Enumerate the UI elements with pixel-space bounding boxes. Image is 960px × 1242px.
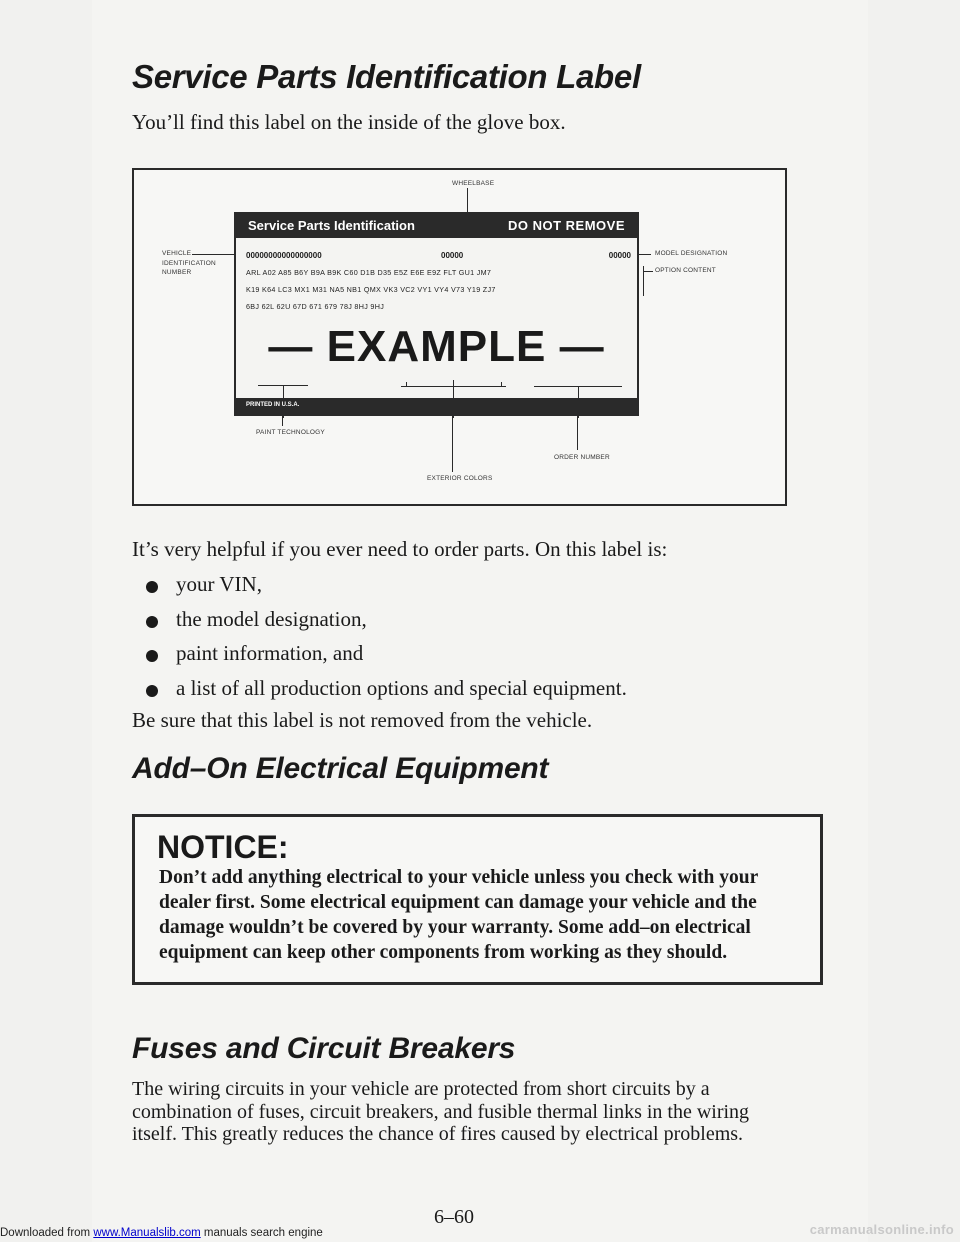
option-codes-line-3: 6BJ 62L 62U 67D 671 679 78J 8HJ 9HJ (246, 302, 385, 311)
fuses-text: The wiring circuits in your vehicle are protected from short circuits by a combination of fuses, circuit breakers, and fusible thermal links in the wiring itself. This greatly reduces the chance of fires caused by electrical problems. (132, 1078, 750, 1145)
list-item: paint information, and (146, 641, 627, 676)
section-title-service-parts: Service Parts Identification Label (132, 58, 641, 95)
notice-title: NOTICE: (157, 829, 289, 865)
vin-callout: VEHICLE (162, 250, 192, 257)
notice-text: Don’t add anything electrical to your vehicle unless you check with your dealer first. Some electrical equipment can damage your vehicle and the damage wouldn’t be covered by your warranty. Some add–on electrical equipment can keep other components from working as they should. (159, 867, 758, 963)
page-number: 6–60 (434, 1206, 474, 1228)
exterior-colors-callout: EXTERIOR COLORS (427, 475, 493, 482)
bullet-icon (146, 650, 158, 662)
vin-leader (192, 254, 234, 255)
label-do-not-remove: DO NOT REMOVE (507, 218, 625, 233)
bullet-icon (146, 685, 158, 697)
wheelbase-callout: WHEELBASE (452, 180, 495, 187)
vin-code: 00000000000000000 (246, 251, 322, 260)
download-footer: Downloaded from www.Manualslib.com manuals search engine (0, 1227, 323, 1239)
colors-leader (452, 416, 453, 472)
label-contents-list (146, 572, 627, 710)
option-leader (643, 271, 653, 272)
list-item: your VIN, (146, 572, 627, 607)
label-lead-text: It’s very helpful if you ever need to order parts. On this label is: (132, 537, 668, 561)
vin-callout-2: IDENTIFICATION (162, 260, 216, 267)
option-content-callout: OPTION CONTENT (655, 267, 716, 274)
model-designation-callout: MODEL DESIGNATION (655, 250, 728, 257)
colors-bracket-right (501, 382, 502, 387)
order-leader (577, 416, 578, 450)
example-watermark: — EXAMPLE — (268, 322, 605, 371)
colors-bracket-left (406, 382, 407, 387)
manualslib-link[interactable]: www.Manualslib.com (93, 1227, 201, 1239)
label-figure (132, 168, 787, 506)
bullet-icon (146, 616, 158, 628)
model-code: 00000 (441, 251, 464, 260)
service-label-card (234, 212, 639, 416)
label-header-title: Service Parts Identification (248, 218, 415, 233)
printed-bar (236, 398, 637, 414)
paint-leader (282, 416, 283, 426)
bullet-icon (146, 581, 158, 593)
paint-technology-callout: PAINT TECHNOLOGY (256, 429, 325, 436)
notice-box (132, 814, 823, 985)
order-number-callout: ORDER NUMBER (554, 454, 610, 461)
site-watermark: carmanualsonline.info (809, 1222, 954, 1237)
section-title-add-on: Add–On Electrical Equipment (132, 752, 549, 785)
model-leader (639, 254, 651, 255)
option-codes-line-1: ARL A02 A85 B6Y B9A B9K C60 D1B D35 E5Z E6E E9Z FLT GU1 JM7 (246, 268, 492, 277)
vin-callout-3: NUMBER (162, 269, 192, 276)
intro-text: You’ll find this label on the inside of the glove box. (132, 110, 566, 134)
option-code: 00000 (608, 251, 631, 260)
wheelbase-leader (467, 188, 468, 213)
label-header (236, 214, 637, 238)
option-codes-line-2: K19 K64 LC3 MX1 M31 NA5 NB1 QMX VK3 VC2 VY1 VY4 V73 Y19 ZJ7 (246, 285, 496, 294)
printed-in-usa: PRINTED IN U.S.A. (246, 402, 300, 408)
list-item: the model designation, (146, 607, 627, 642)
section-title-fuses: Fuses and Circuit Breakers (132, 1032, 516, 1065)
list-item: a list of all production options and special equipment. (146, 676, 627, 711)
closing-text: Be sure that this label is not removed from the vehicle. (132, 708, 593, 732)
